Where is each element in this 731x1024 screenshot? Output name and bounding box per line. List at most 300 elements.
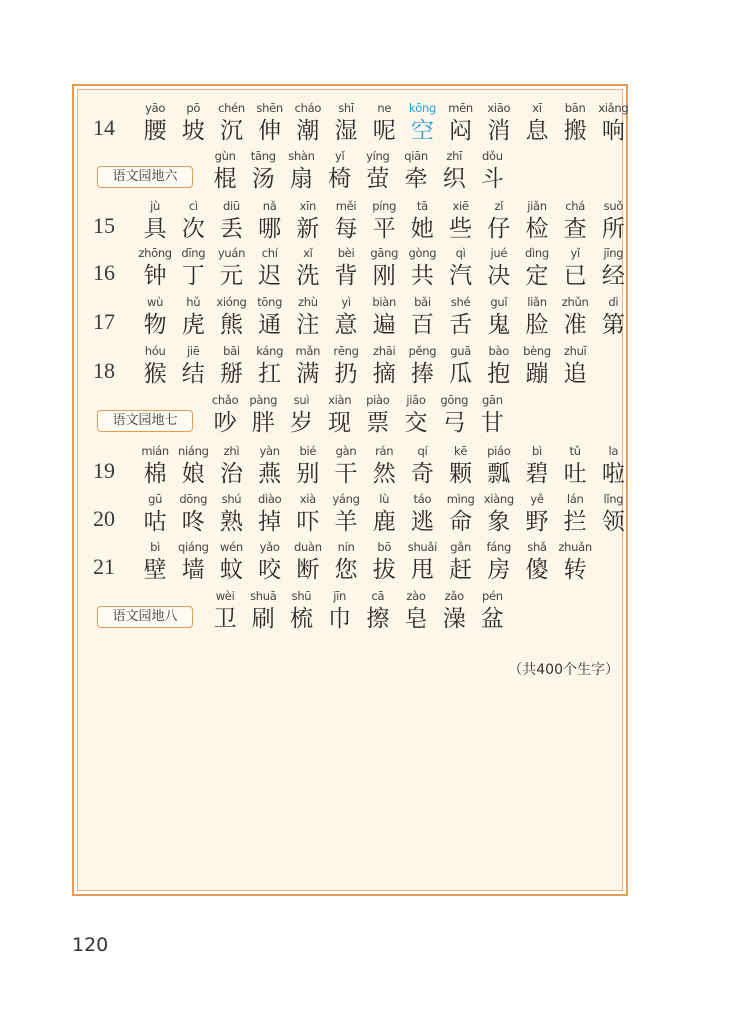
character-cell (556, 100, 594, 145)
pinyin: jīn (333, 589, 347, 603)
pinyin: gòng (408, 246, 437, 260)
hanzi: 吓 (296, 509, 320, 535)
hanzi: 萤 (366, 166, 390, 192)
hanzi: 所 (601, 216, 625, 242)
character-cell (403, 100, 441, 145)
pinyin: jiāo (406, 393, 426, 407)
character-cell (556, 245, 594, 290)
pinyin: nǎ (262, 199, 277, 213)
hanzi: 咚 (181, 509, 205, 535)
pinyin: liǎn (527, 295, 547, 309)
hanzi: 息 (525, 118, 549, 144)
hanzi: 别 (296, 461, 320, 487)
pinyin: lù (379, 492, 390, 506)
pinyin: diào (257, 492, 282, 506)
hanzi: 擦 (366, 606, 390, 632)
character-cell (518, 491, 556, 536)
character-cell (556, 198, 594, 243)
character-cell (289, 198, 327, 243)
character-cell (594, 198, 632, 243)
character-cell (403, 198, 441, 243)
pinyin: dīng (181, 246, 206, 260)
hanzi: 燕 (258, 461, 282, 487)
hanzi: 奇 (410, 461, 434, 487)
pinyin: shú (221, 492, 242, 506)
character-cell (365, 491, 403, 536)
pinyin: bān (564, 101, 586, 115)
pinyin: zǎo (444, 589, 464, 603)
lesson-number: 17 (93, 309, 115, 334)
pinyin: dōng (179, 492, 208, 506)
hanzi: 猴 (143, 361, 167, 387)
character-cell (327, 443, 365, 488)
hanzi: 呢 (372, 118, 396, 144)
hanzi: 哪 (258, 216, 282, 242)
pinyin: zhì (223, 444, 240, 458)
pinyin: yáng (332, 492, 360, 506)
character-cell (480, 100, 518, 145)
character-cell (442, 443, 480, 488)
hanzi: 澡 (442, 606, 466, 632)
character-cell (289, 443, 327, 488)
hanzi: 新 (296, 216, 320, 242)
character-cell (403, 491, 441, 536)
character-cell (289, 491, 327, 536)
character-cell (594, 491, 632, 536)
hanzi: 熊 (219, 312, 243, 338)
table-row (77, 100, 629, 146)
pinyin: bèi (337, 246, 355, 260)
pinyin: guǐ (490, 295, 508, 309)
hanzi: 已 (563, 263, 587, 289)
pinyin: zhǔn (561, 295, 589, 309)
pinyin: shū (291, 589, 312, 603)
character-cell (556, 491, 594, 536)
character-cell (212, 539, 250, 584)
hanzi: 扛 (258, 361, 282, 387)
hanzi: 追 (563, 361, 587, 387)
hanzi: 潮 (296, 118, 320, 144)
character-cell (327, 100, 365, 145)
pinyin: tāng (250, 149, 276, 163)
hanzi: 决 (487, 263, 511, 289)
character-cell (289, 539, 327, 584)
character-cell (365, 100, 403, 145)
hanzi: 羊 (334, 509, 358, 535)
hanzi: 壁 (143, 557, 167, 583)
hanzi: 舌 (449, 312, 473, 338)
pinyin: xióng (216, 295, 247, 309)
hanzi: 平 (372, 216, 396, 242)
character-cell (206, 392, 244, 437)
character-cell (174, 245, 212, 290)
hanzi: 赶 (449, 557, 473, 583)
hanzi: 丁 (181, 263, 205, 289)
lesson-number: 16 (93, 260, 115, 285)
pinyin: bào (488, 344, 510, 358)
hanzi: 次 (181, 216, 205, 242)
character-cell (403, 539, 441, 584)
hanzi: 野 (525, 509, 549, 535)
character-cell (365, 198, 403, 243)
hanzi: 干 (334, 461, 358, 487)
pinyin: jué (490, 246, 508, 260)
character-cell (518, 198, 556, 243)
pinyin: diū (223, 199, 240, 213)
pinyin: cì (188, 199, 198, 213)
pinyin: rēng (333, 344, 359, 358)
table-row (77, 491, 623, 537)
hanzi: 准 (563, 312, 587, 338)
hanzi: 鹿 (372, 509, 396, 535)
character-cell (212, 343, 250, 388)
pinyin: gān (482, 393, 503, 407)
hanzi: 交 (404, 410, 428, 436)
pinyin: cā (371, 589, 385, 603)
pinyin: pén (482, 589, 503, 603)
character-cell (518, 245, 556, 290)
pinyin: piáo (487, 444, 511, 458)
character-cell (244, 392, 282, 437)
pinyin: tōng (257, 295, 283, 309)
unit-tag: 语文园地七 (97, 410, 193, 432)
pinyin: gàn (335, 444, 357, 458)
pinyin: zhù (297, 295, 318, 309)
lesson-number: 20 (93, 506, 115, 531)
pinyin: chén (218, 101, 245, 115)
pinyin: guā (450, 344, 471, 358)
character-cell (473, 148, 511, 193)
pinyin: zhuǎn (558, 540, 592, 554)
pinyin: bèng (523, 344, 551, 358)
character-cell (442, 491, 480, 536)
lesson-number: 15 (93, 213, 115, 238)
hanzi: 命 (449, 509, 473, 535)
character-cell (397, 588, 435, 633)
character-cell (442, 198, 480, 243)
pinyin: cháo (294, 101, 322, 115)
pinyin: yǐ (334, 149, 345, 163)
pinyin: bō (377, 540, 392, 554)
pinyin: mìng (446, 492, 475, 506)
hanzi: 织 (442, 166, 466, 192)
pinyin: xīn (299, 199, 317, 213)
page-number: 120 (72, 934, 109, 956)
pinyin: kē (454, 444, 468, 458)
character-cell (435, 588, 473, 633)
hanzi: 汤 (251, 166, 275, 192)
hanzi: 蚊 (219, 557, 243, 583)
hanzi: 经 (601, 263, 625, 289)
character-cell (594, 100, 632, 145)
character-cell (251, 198, 289, 243)
character-cell (480, 294, 518, 339)
character-cell (327, 491, 365, 536)
character-cell (244, 148, 282, 193)
character-cell (321, 148, 359, 193)
pinyin: shuā (250, 589, 277, 603)
hanzi: 钟 (143, 263, 167, 289)
table-row (77, 245, 623, 291)
character-cell (473, 588, 511, 633)
pinyin: zhī (446, 149, 463, 163)
table-row (77, 294, 623, 340)
pinyin: yě (530, 492, 544, 506)
pinyin: yì (341, 295, 351, 309)
character-cell (289, 100, 327, 145)
hanzi: 瓜 (449, 361, 473, 387)
character-cell (212, 294, 250, 339)
hanzi: 消 (487, 118, 511, 144)
pinyin: wèi (215, 589, 235, 603)
character-cell (327, 294, 365, 339)
pinyin: píng (372, 199, 397, 213)
hanzi: 迟 (258, 263, 282, 289)
hanzi: 抱 (487, 361, 511, 387)
pinyin: jiē (186, 344, 200, 358)
pinyin: shēn (256, 101, 283, 115)
pinyin: yǐ (570, 246, 580, 260)
character-cell (212, 443, 250, 488)
hanzi: 房 (487, 557, 511, 583)
table-row (77, 343, 623, 389)
hanzi: 满 (296, 361, 320, 387)
character-cell (442, 343, 480, 388)
pinyin: qì (455, 246, 466, 260)
pinyin: nín (337, 540, 355, 554)
character-cell (174, 443, 212, 488)
character-cell (435, 392, 473, 437)
character-cell (251, 100, 289, 145)
pinyin: shé (450, 295, 471, 309)
pinyin: tā (416, 199, 428, 213)
character-cell (480, 443, 518, 488)
pinyin: chǎo (211, 393, 239, 407)
lesson-number: 18 (93, 358, 115, 383)
pinyin: zhuī (563, 344, 587, 358)
character-cell (480, 245, 518, 290)
hanzi: 甘 (480, 410, 504, 436)
character-cell (136, 198, 174, 243)
pinyin: yíng (366, 149, 390, 163)
character-cell (556, 343, 594, 388)
hanzi: 注 (296, 312, 320, 338)
pinyin: yǎo (259, 540, 280, 554)
hanzi: 吵 (213, 410, 237, 436)
hanzi: 腰 (143, 118, 167, 144)
pinyin: niáng (177, 444, 209, 458)
pinyin: mǎn (295, 344, 321, 358)
hanzi: 瓢 (487, 461, 511, 487)
hanzi: 刷 (251, 606, 275, 632)
character-cell (174, 343, 212, 388)
pinyin: lán (566, 492, 584, 506)
pinyin: rán (375, 444, 394, 458)
hanzi: 坡 (181, 118, 205, 144)
character-cell (518, 294, 556, 339)
pinyin: gōng (440, 393, 469, 407)
hanzi: 空 (410, 118, 434, 144)
hanzi: 物 (143, 312, 167, 338)
character-cell (518, 539, 556, 584)
character-cell (206, 148, 244, 193)
character-cell (397, 392, 435, 437)
character-cells (136, 245, 632, 290)
character-cell (556, 443, 594, 488)
pinyin: yuán (217, 246, 246, 260)
total-count-note: （共400个生字） (508, 662, 619, 678)
character-cell (403, 245, 441, 290)
character-cell (442, 539, 480, 584)
character-cell (359, 588, 397, 633)
character-cell (289, 245, 327, 290)
pinyin: jù (150, 199, 161, 213)
hanzi: 百 (410, 312, 434, 338)
pinyin: fáng (486, 540, 512, 554)
character-cell (282, 588, 320, 633)
pinyin: xià (299, 492, 316, 506)
hanzi: 检 (525, 216, 549, 242)
pinyin: qiān (404, 149, 428, 163)
unit-tag: 语文园地八 (97, 606, 193, 628)
character-cells (136, 100, 632, 145)
pinyin: chí (261, 246, 278, 260)
character-cell (321, 392, 359, 437)
character-cells (136, 343, 594, 388)
character-cells (206, 392, 512, 437)
character-cell (435, 148, 473, 193)
hanzi: 颗 (449, 461, 473, 487)
character-cell (251, 343, 289, 388)
hanzi: 棍 (213, 166, 237, 192)
character-cell (556, 539, 594, 584)
hanzi: 查 (563, 216, 587, 242)
hanzi: 岁 (289, 410, 313, 436)
hanzi: 皂 (404, 606, 428, 632)
hanzi: 您 (334, 557, 358, 583)
lesson-number: 14 (93, 115, 115, 140)
hanzi: 她 (410, 216, 434, 242)
pinyin: dǒu (482, 149, 503, 163)
hanzi: 咕 (143, 509, 167, 535)
pinyin: yāo (145, 101, 166, 115)
lesson-number: 21 (93, 554, 115, 579)
pinyin: bì (150, 540, 161, 554)
hanzi: 闷 (449, 118, 473, 144)
character-cell (327, 198, 365, 243)
character-cell (174, 491, 212, 536)
pinyin: gāng (370, 246, 399, 260)
pinyin: duàn (293, 540, 322, 554)
character-cell (365, 539, 403, 584)
hanzi: 娘 (181, 461, 205, 487)
character-cell (136, 539, 174, 584)
character-cell (174, 198, 212, 243)
character-cell (212, 198, 250, 243)
hanzi: 卫 (213, 606, 237, 632)
character-cell (594, 294, 632, 339)
pinyin: gǎn (450, 540, 471, 554)
hanzi: 啦 (601, 461, 625, 487)
character-cell (442, 100, 480, 145)
character-cells (136, 491, 632, 536)
hanzi: 票 (366, 410, 390, 436)
pinyin: bì (532, 444, 542, 458)
pinyin: pàng (249, 393, 278, 407)
character-cell (480, 343, 518, 388)
pinyin: pěng (408, 344, 437, 358)
pinyin: lǐng (603, 492, 624, 506)
pinyin: dì (608, 295, 619, 309)
pinyin: suǒ (603, 199, 624, 213)
pinyin: dìng (525, 246, 549, 260)
pinyin: táo (413, 492, 432, 506)
pinyin: pō (186, 101, 201, 115)
character-cell (244, 588, 282, 633)
hanzi: 掉 (258, 509, 282, 535)
hanzi: 伸 (258, 118, 282, 144)
character-cell (289, 343, 327, 388)
hanzi: 蹦 (525, 361, 549, 387)
hanzi: 湿 (334, 118, 358, 144)
pinyin: qí (417, 444, 428, 458)
unit-tag: 语文园地六 (97, 166, 193, 188)
hanzi: 弓 (442, 410, 466, 436)
pinyin: hǔ (186, 295, 201, 309)
hanzi: 斗 (480, 166, 504, 192)
pinyin: xiāo (487, 101, 511, 115)
character-cell (556, 294, 594, 339)
pinyin: ne (377, 101, 392, 115)
pinyin: shuǎi (407, 540, 438, 554)
pinyin: zǐ (494, 199, 504, 213)
character-cell (594, 245, 632, 290)
character-cell (403, 343, 441, 388)
character-cell (518, 343, 556, 388)
pinyin: biàn (372, 295, 397, 309)
character-cell (442, 245, 480, 290)
pinyin: mián (141, 444, 169, 458)
character-cells (206, 588, 512, 633)
hanzi: 背 (334, 263, 358, 289)
pinyin: gū (148, 492, 163, 506)
character-cell (397, 148, 435, 193)
character-cell (365, 343, 403, 388)
character-cell (251, 491, 289, 536)
character-cell (365, 245, 403, 290)
character-cells (136, 539, 594, 584)
hanzi: 梳 (289, 606, 313, 632)
pinyin: zhōng (138, 246, 172, 260)
hanzi: 具 (143, 216, 167, 242)
pinyin: shàn (288, 149, 315, 163)
character-cell (480, 198, 518, 243)
hanzi: 熟 (219, 509, 243, 535)
hanzi: 巾 (328, 606, 352, 632)
hanzi: 捧 (410, 361, 434, 387)
character-cells (136, 198, 632, 243)
hanzi: 共 (410, 263, 434, 289)
pinyin: káng (256, 344, 284, 358)
character-cell (518, 100, 556, 145)
character-cell (251, 539, 289, 584)
pinyin: wù (147, 295, 164, 309)
hanzi: 现 (328, 410, 352, 436)
character-cell (251, 443, 289, 488)
hanzi: 鬼 (487, 312, 511, 338)
character-cell (251, 245, 289, 290)
hanzi: 些 (449, 216, 473, 242)
